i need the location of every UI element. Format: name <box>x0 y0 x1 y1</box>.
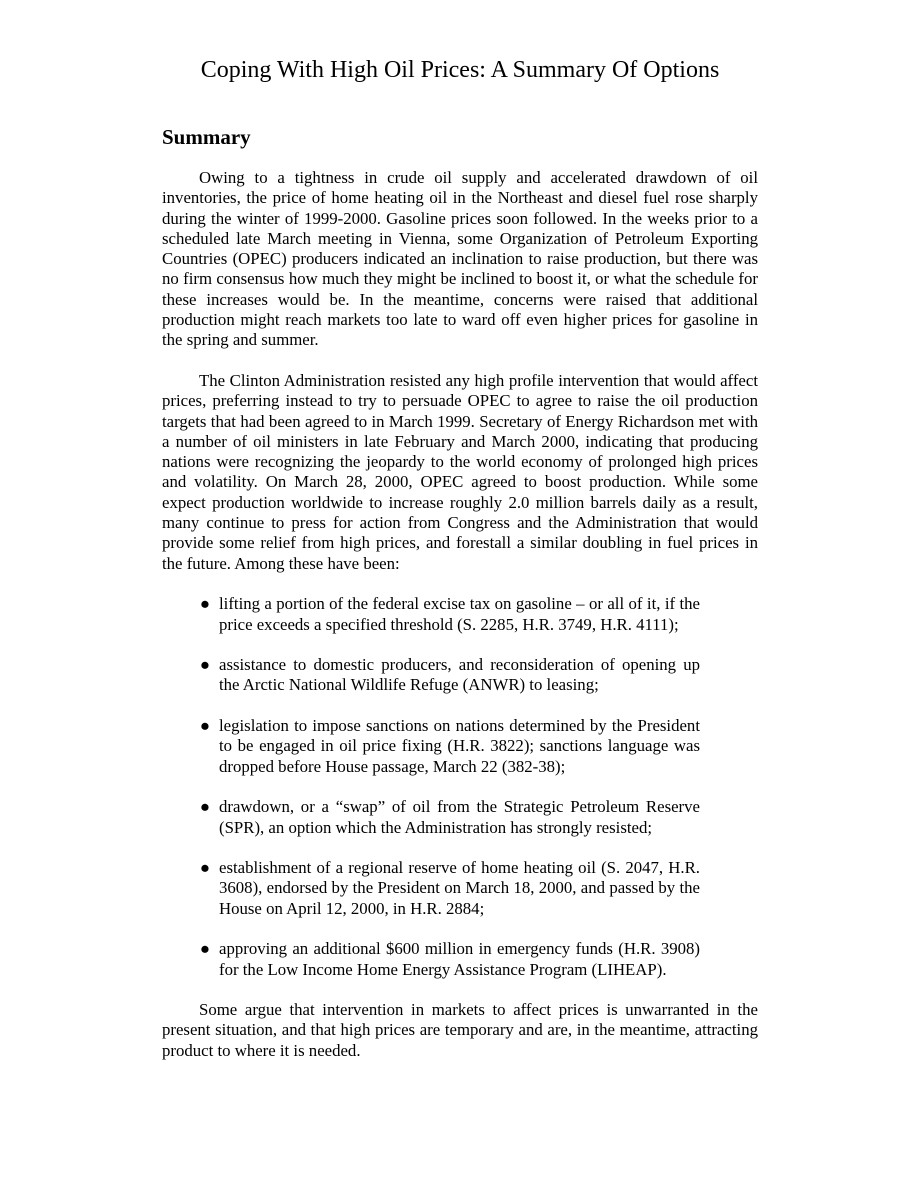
document-title: Coping With High Oil Prices: A Summary Of Options <box>200 57 720 83</box>
list-item-text: drawdown, or a “swap” of oil from the Strategic Petroleum Reserve (SPR), an option which the Administration has strongly resisted; <box>219 797 700 837</box>
list-item-text: establishment of a regional reserve of home heating oil (S. 2047, H.R. 3608), endorsed by the President on March 18, 2000, and passed by the House on April 12, 2000, in H.R. 2884; <box>219 858 700 918</box>
paragraph-closing: Some argue that intervention in markets to affect prices is unwarranted in the present situation, and that high prices are temporary and are, in the meantime, attracting product to where it is needed. <box>162 1000 758 1060</box>
paragraph-supply: Owing to a tightness in crude oil supply and accelerated drawdown of oil inventories, the price of home heating oil in the Northeast and diesel fuel rose sharply during the winter of 1999-2000. Gasoline prices soon followed. In the weeks prior to a scheduled late March meeting in Vienna, some Organization of Petroleum Exporting Countries (OPEC) producers indicated an inclination to raise production, but there was no firm consensus how much they might be inclined to boost it, or what the schedule for these increases would be. In the meantime, concerns were raised that additional production might reach markets too late to ward off even higher prices for gasoline in the spring and summer. <box>162 168 758 350</box>
list-item <box>199 797 700 838</box>
options-list <box>162 594 758 980</box>
list-item <box>199 655 700 696</box>
bullet-icon: ● <box>199 594 211 614</box>
bullet-icon: ● <box>199 858 211 878</box>
list-item-text: assistance to domestic producers, and reconsideration of opening up the Arctic National Wildlife Refuge (ANWR) to leasing; <box>219 655 700 695</box>
bullet-icon: ● <box>199 716 211 736</box>
list-item-text: approving an additional $600 million in emergency funds (H.R. 3908) for the Low Income Home Energy Assistance Program (LIHEAP). <box>219 939 700 979</box>
bullet-icon: ● <box>199 655 211 675</box>
paragraph-administration: The Clinton Administration resisted any high profile intervention that would affect prices, preferring instead to try to persuade OPEC to agree to raise the oil production targets that had been agreed to in March 1999. Secretary of Energy Richardson met with a number of oil ministers in late February and March 2000, indicating that producing nations were recognizing the jeopardy to the world economy of prolonged high prices and volatility. On March 28, 2000, OPEC agreed to boost production. While some expect production worldwide to increase roughly 2.0 million barrels daily as a result, many continue to press for action from Congress and the Administration that would provide some relief from high prices, and forestall a similar doubling in fuel prices in the future. Among these have been: <box>162 370 758 573</box>
bullet-icon: ● <box>199 797 211 817</box>
list-item-text: legislation to impose sanctions on nations determined by the President to be engaged in oil price fixing (H.R. 3822); sanctions language was dropped before House passage, March 22 (382-38); <box>219 716 700 776</box>
document-body <box>162 168 758 1081</box>
list-item <box>199 594 700 635</box>
list-item <box>199 939 700 980</box>
list-item <box>199 858 700 919</box>
section-heading-summary: Summary <box>162 125 251 149</box>
list-item-text: lifting a portion of the federal excise tax on gasoline – or all of it, if the price exceeds a specified threshold (S. 2285, H.R. 3749, H.R. 4111); <box>219 594 700 634</box>
list-item <box>199 716 700 777</box>
bullet-icon: ● <box>199 939 211 959</box>
